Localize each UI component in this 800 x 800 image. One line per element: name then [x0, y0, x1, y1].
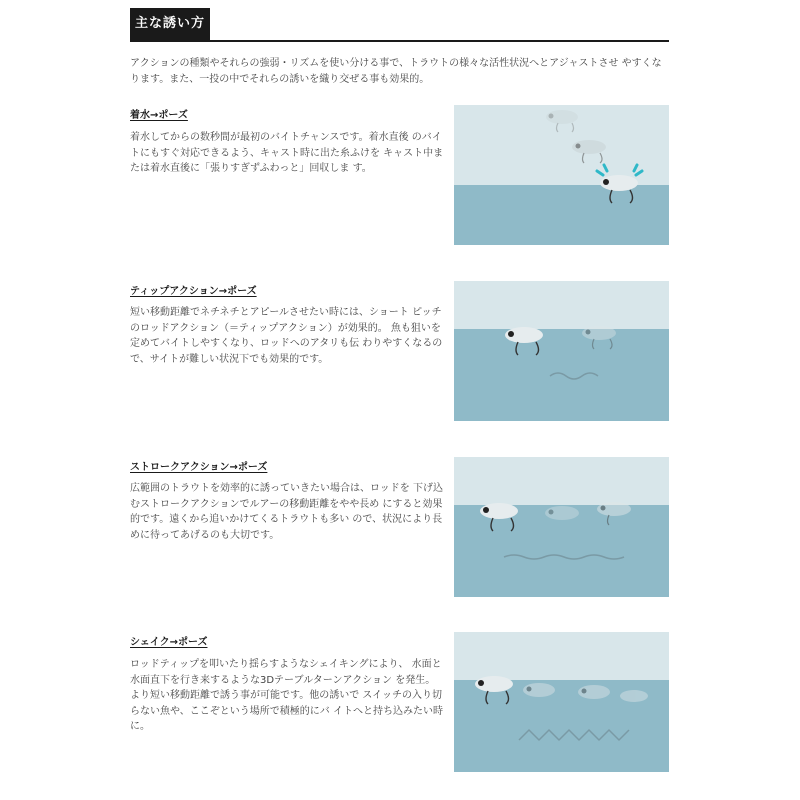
- section-title-landing: 着水→ポーズ: [130, 110, 188, 121]
- header-title: 主な誘い方: [130, 8, 210, 40]
- section-title-shake: シェイク→ポーズ: [130, 637, 208, 648]
- illustration-stroke-action: [454, 457, 669, 597]
- section-title-stroke-action: ストロークアクション→ポーズ: [130, 462, 268, 473]
- illustration-landing: [454, 105, 669, 245]
- section-body-landing: 着水してからの数秒間が最初のバイトチャンスです。着水直後 のバイトにもすぐ対応できるよう、キャスト時に出た糸ふけを キャスト中または着水直後に「張りすぎずふわっと」回収しま す。: [130, 132, 444, 174]
- illustration-tip-action: [454, 281, 669, 421]
- section-body-stroke-action: 広範囲のトラウトを効率的に誘っていきたい場合は、ロッドを 下げ込むストロークアクションでルアーの移動距離をやや長め にすると効果的です。遠くから追いかけてくるトラウトも多い ので、状況により長めに待ってあげるのも大切です。: [130, 483, 443, 541]
- section-header: [130, 8, 669, 42]
- section-body-tip-action: 短い移動距離でネチネチとアピールさせたい時には、ショート ピッチのロッドアクション（＝ティップアクション）が効果的。 魚も狙いを定めてバイトしやすくなり、ロッドへのアタリも伝 わりやすくなるので、サイトが難しい状況下でも効果的です。: [130, 307, 443, 365]
- illustration-shake: [454, 632, 669, 772]
- section-title-tip-action: ティップアクション→ポーズ: [130, 286, 257, 297]
- intro-paragraph: アクションの種類やそれらの強弱・リズムを使い分ける事で、トラウトの様々な活性状況へとアジャストさせ やすくなります。また、一投の中でそれらの誘いを織り交ぜる事も効果的。: [130, 58, 662, 85]
- section-body-shake: ロッドティップを叩いたり揺らすようなシェイキングにより、 水面と水面直下を行き来するような3Dテーブルターンアクション を発生。より短い移動距離で誘う事が可能です。他の誘いで スイッチの入り切らない魚や、ここぞという場所で積極的にバ イトへと持ち込みたい時に。: [130, 659, 443, 732]
